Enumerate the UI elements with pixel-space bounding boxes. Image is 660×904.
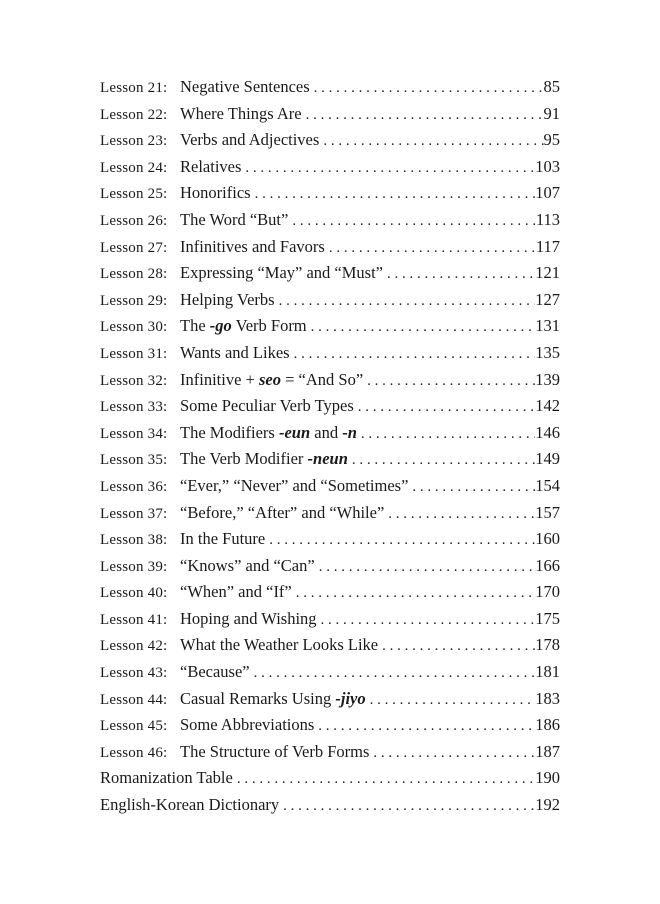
toc-entry-lesson-23[interactable] xyxy=(100,127,560,154)
page-number: 187 xyxy=(535,741,560,761)
toc-entry-lesson-24[interactable] xyxy=(100,154,560,181)
dot-leader xyxy=(265,527,535,553)
page-number: 135 xyxy=(535,342,560,362)
toc-entry-lesson-26[interactable] xyxy=(100,207,560,234)
lesson-number: Lesson 44: xyxy=(100,691,168,708)
toc-entry-lesson-34[interactable] xyxy=(100,420,560,447)
dot-leader xyxy=(314,713,535,739)
lesson-title: “Before,” “After” and “While” xyxy=(180,502,385,522)
toc-entry-lesson-22[interactable] xyxy=(100,101,560,128)
lesson-title: “Ever,” “Never” and “Sometimes” xyxy=(180,475,409,495)
toc-entry-lesson-28[interactable] xyxy=(100,260,560,287)
dot-leader xyxy=(408,474,535,500)
lesson-title: Relatives xyxy=(180,156,242,176)
dot-leader xyxy=(354,394,536,420)
lesson-title: In the Future xyxy=(180,529,266,549)
toc-entry-lesson-33[interactable] xyxy=(100,393,560,420)
lesson-number: Lesson 28: xyxy=(100,266,168,283)
page-number: 149 xyxy=(535,449,560,469)
page-number: 157 xyxy=(535,502,560,522)
toc-entry-lesson-45[interactable] xyxy=(100,712,560,739)
toc-entry-english-korean-dictionary[interactable] xyxy=(100,792,560,819)
toc-entry-lesson-35[interactable] xyxy=(100,446,560,473)
lesson-number: Lesson 43: xyxy=(100,665,168,682)
dot-leader xyxy=(325,235,536,261)
toc-entry-lesson-39[interactable] xyxy=(100,553,560,580)
page-number: 146 xyxy=(535,422,560,442)
toc-entry-lesson-41[interactable] xyxy=(100,606,560,633)
lesson-title: Casual Remarks Using -jiyo xyxy=(180,688,366,708)
lesson-title: The Verb Modifier -neun xyxy=(180,449,348,469)
lesson-number: Lesson 46: xyxy=(100,744,168,761)
lesson-title: Some Abbreviations xyxy=(180,715,315,735)
table-of-contents xyxy=(100,74,560,819)
lesson-title: Expressing “May” and “Must” xyxy=(180,263,383,283)
toc-entry-lesson-29[interactable] xyxy=(100,287,560,314)
dot-leader xyxy=(251,181,536,207)
page-number: 121 xyxy=(535,263,560,283)
toc-entry-lesson-21[interactable] xyxy=(100,74,560,101)
lesson-number: Lesson 35: xyxy=(100,452,168,469)
lesson-number: Lesson 26: xyxy=(100,212,168,229)
page-number: 85 xyxy=(543,77,560,96)
lesson-number: Lesson 32: xyxy=(100,372,168,389)
dot-leader xyxy=(317,607,536,633)
page-number: 170 xyxy=(535,582,560,602)
toc-entry-lesson-30[interactable] xyxy=(100,313,560,340)
lesson-number: Lesson 40: xyxy=(100,585,168,602)
lesson-title: “Because” xyxy=(180,662,250,682)
dot-leader xyxy=(241,155,535,181)
page-number: 166 xyxy=(535,555,560,575)
dot-leader xyxy=(250,660,536,686)
lesson-number: Lesson 27: xyxy=(100,239,168,256)
lesson-number: Lesson 34: xyxy=(100,425,168,442)
toc-entry-lesson-43[interactable] xyxy=(100,659,560,686)
dot-leader xyxy=(348,447,535,473)
lesson-number: Lesson 23: xyxy=(100,133,168,150)
dot-leader xyxy=(366,687,536,713)
toc-entry-lesson-31[interactable] xyxy=(100,340,560,367)
lesson-title: What the Weather Looks Like xyxy=(180,635,379,655)
lesson-number: Lesson 42: xyxy=(100,638,168,655)
lesson-title: “When” and “If” xyxy=(180,582,292,602)
lesson-number: Lesson 29: xyxy=(100,292,168,309)
toc-entry-lesson-40[interactable] xyxy=(100,579,560,606)
page-number: 91 xyxy=(543,103,560,123)
lesson-title: Infinitives and Favors xyxy=(180,236,325,256)
appendix-title: Romanization Table xyxy=(100,768,233,788)
lesson-title: Verbs and Adjectives xyxy=(180,130,320,150)
toc-entry-lesson-38[interactable] xyxy=(100,526,560,553)
appendix-title: English-Korean Dictionary xyxy=(100,795,280,815)
toc-entry-lesson-37[interactable] xyxy=(100,500,560,527)
dot-leader xyxy=(357,421,535,447)
lesson-number: Lesson 33: xyxy=(100,399,168,416)
page-number: 192 xyxy=(535,795,560,815)
lesson-number: Lesson 36: xyxy=(100,478,168,495)
toc-entry-lesson-42[interactable] xyxy=(100,632,560,659)
page-number: 142 xyxy=(535,396,560,416)
dot-leader xyxy=(378,633,535,659)
lesson-number: Lesson 37: xyxy=(100,505,168,522)
dot-leader xyxy=(315,554,536,580)
toc-entry-lesson-25[interactable] xyxy=(100,180,560,207)
dot-leader xyxy=(319,128,543,154)
page-number: 107 xyxy=(535,183,560,203)
dot-leader xyxy=(369,740,535,766)
lesson-number: Lesson 30: xyxy=(100,319,168,336)
page-number: 139 xyxy=(535,369,560,389)
lesson-title: The Structure of Verb Forms xyxy=(180,741,370,761)
dot-leader xyxy=(233,766,535,792)
toc-entry-lesson-27[interactable] xyxy=(100,234,560,261)
lesson-title: Where Things Are xyxy=(180,103,302,123)
page-number: 178 xyxy=(535,635,560,655)
lesson-title: Helping Verbs xyxy=(180,289,275,309)
dot-leader xyxy=(290,341,536,367)
lesson-title: “Knows” and “Can” xyxy=(180,555,315,575)
dot-leader xyxy=(384,501,535,527)
lesson-title: Negative Sentences xyxy=(180,77,310,96)
page-number: 175 xyxy=(535,608,560,628)
lesson-number: Lesson 24: xyxy=(100,159,168,176)
lesson-number: Lesson 45: xyxy=(100,718,168,735)
lesson-title: The -go Verb Form xyxy=(180,316,307,336)
dot-leader xyxy=(302,102,544,128)
lesson-title: Infinitive + seo = “And So” xyxy=(180,369,364,389)
dot-leader xyxy=(292,580,535,606)
dot-leader xyxy=(383,261,535,287)
page-number: 190 xyxy=(535,768,560,788)
lesson-number: Lesson 38: xyxy=(100,532,168,549)
dot-leader xyxy=(310,75,544,101)
page-number: 127 xyxy=(535,289,560,309)
toc-entry-lesson-44[interactable] xyxy=(100,686,560,713)
lesson-title: The Modifiers -eun and -n xyxy=(180,422,357,442)
toc-entry-lesson-32[interactable] xyxy=(100,367,560,394)
page-number: 113 xyxy=(535,209,560,229)
lesson-title: Some Peculiar Verb Types xyxy=(180,396,354,416)
dot-leader xyxy=(279,793,535,819)
dot-leader xyxy=(307,314,536,340)
page-number: 103 xyxy=(535,156,560,176)
lesson-title: The Word “But” xyxy=(180,209,289,229)
lesson-number: Lesson 21: xyxy=(100,80,168,96)
dot-leader xyxy=(275,288,536,314)
lesson-title: Hoping and Wishing xyxy=(180,608,317,628)
lesson-number: Lesson 22: xyxy=(100,106,168,123)
page-number: 186 xyxy=(535,715,560,735)
page-number: 181 xyxy=(535,662,560,682)
toc-entry-romanization-table[interactable] xyxy=(100,765,560,792)
page-number: 183 xyxy=(535,688,560,708)
lesson-number: Lesson 25: xyxy=(100,186,168,203)
page-number: 117 xyxy=(535,236,560,256)
lesson-number: Lesson 41: xyxy=(100,611,168,628)
toc-entry-lesson-46[interactable] xyxy=(100,739,560,766)
lesson-title: Wants and Likes xyxy=(180,342,290,362)
lesson-title: Honorifics xyxy=(180,183,251,203)
toc-entry-lesson-36[interactable] xyxy=(100,473,560,500)
page-number: 154 xyxy=(535,475,560,495)
dot-leader xyxy=(288,208,536,234)
page-number: 95 xyxy=(543,130,560,150)
dot-leader xyxy=(363,368,535,394)
lesson-number: Lesson 39: xyxy=(100,558,168,575)
page-number: 131 xyxy=(535,316,560,336)
lesson-number: Lesson 31: xyxy=(100,345,168,362)
page-number: 160 xyxy=(535,529,560,549)
